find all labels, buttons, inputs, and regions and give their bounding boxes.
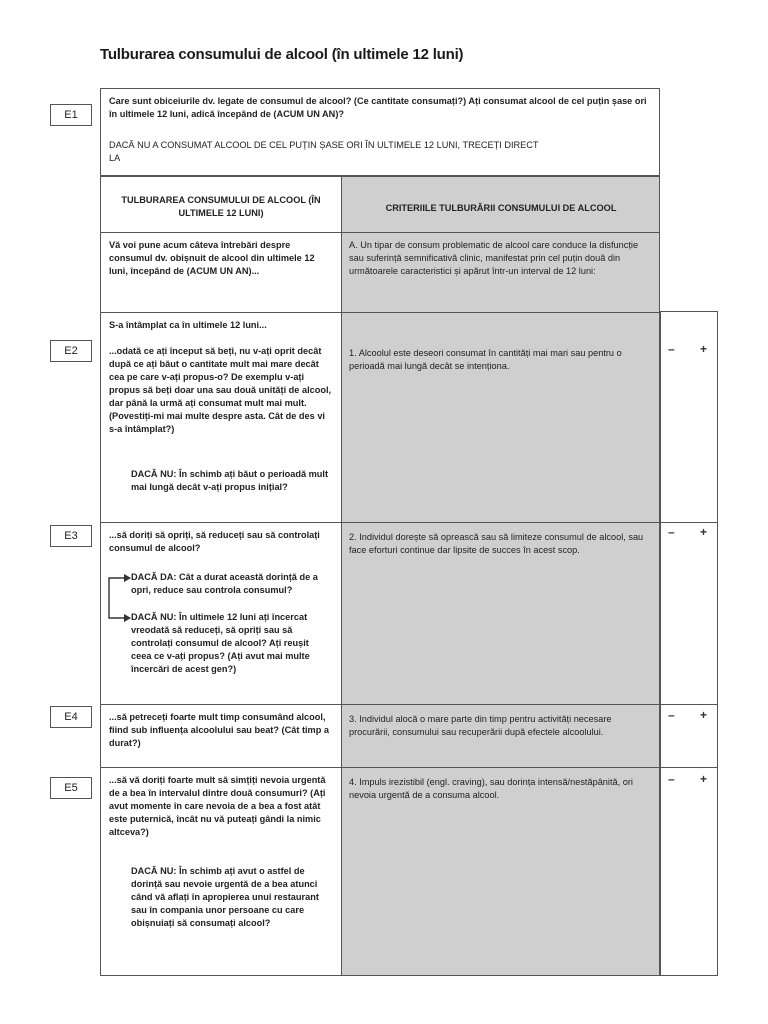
e5-followup: DACĂ NU: În schimb ați avut o astfel de dorință sau nevoie urgentă de a bea atunci când vă aflați în apropierea unui restaurant sau în compania unor persoane cu care obișnuiați să consumați alcool? — [131, 866, 319, 928]
e2-rating-plus[interactable]: + — [700, 342, 708, 356]
page-title: Tulburarea consumului de alcool (în ultimele 12 luni) — [100, 46, 464, 63]
e4-criterion: 3. Individul alocă o mare parte din timp pentru activități necesare procurării, consumului sau recuperării după efectele alcoolului. — [349, 714, 612, 737]
e5-question: ...să vă doriți foarte mult să simțiți nevoia urgentă de a bea în intervalul dintre două consumuri? (Ați avut momente în care nevoia de a bea a fost atât este puternică, încât nu vă puteați gândi la nimic altceva?) — [109, 775, 326, 837]
header-left: TULBURAREA CONSUMULUI DE ALCOOL (ÎN ULTIMELE 12 LUNI) — [121, 195, 321, 218]
e5-rating-plus[interactable]: + — [700, 772, 708, 786]
criteria-table — [100, 176, 660, 976]
followup-arrow-icon — [104, 572, 134, 622]
item-code-e2: E2 — [50, 340, 92, 362]
item-code-e1: E1 — [50, 104, 92, 126]
e3-criterion: 2. Individul dorește să oprească sau să limiteze consumul de alcool, sau face eforturi continue dar lipsite de succes în acest scop. — [349, 532, 644, 555]
intro-right: A. Un tipar de consum problematic de alcool care conduce la disfuncție sau suferință semnificativă clinic, manifestat prin cel puțin două din următoarele caracteristici și apărut într-un interval de 12 luni: — [349, 240, 639, 276]
e2-question: ...odată ce ați început să beți, nu v-ați oprit decât după ce ați băut o cantitate mult mai mare decât cea pe care v-ați propus-o? De exemplu v-ați propus să beți doar una sau două unități de alcool, dar până la urmă ați consumat mult mai mult. (Povestiți-mi mai multe despre asta. Cât de des vi s-a întâmplat?) — [109, 346, 332, 434]
e5-rating-minus[interactable]: – — [668, 772, 675, 786]
item-code-e3: E3 — [50, 525, 92, 547]
item-code-e5: E5 — [50, 777, 92, 799]
rating-column — [660, 311, 718, 976]
e4-question: ...să petreceți foarte mult timp consumând alcool, fiind sub influența alcoolului sau beat? (Cât timp a durat?) — [109, 712, 330, 748]
e1-box — [100, 88, 660, 176]
e3-followup-yes: DACĂ DA: Cât a durat această dorință de a opri, reduce sau controla consumul? — [131, 572, 318, 595]
e2-rating-minus[interactable]: – — [668, 342, 675, 356]
e4-rating-minus[interactable]: – — [668, 708, 675, 722]
e2-criterion: 1. Alcoolul este deseori consumat în cantități mai mari sau pentru o perioadă mai lungă decât se intenționa. — [349, 348, 622, 371]
item-code-e4: E4 — [50, 706, 92, 728]
intro-left: Vă voi pune acum câteva întrebări despre consumul dv. obișnuit de alcool din ultimele 12 luni, începând de (ACUM UN AN)... — [109, 240, 315, 276]
e5-criterion: 4. Impuls irezistibil (engl. craving), sau dorința intensă/nestăpânită, ori nevoia urgentă de a consuma alcool. — [349, 777, 633, 800]
e1-question: Care sunt obiceiurile dv. legate de consumul de alcool? (Ce cantitate consumați?) Ați consumat alcool de cel puțin șase ori în ultimele 12 luni, adică începând de (ACUM UN AN)? — [109, 96, 647, 119]
e3-rating-plus[interactable]: + — [700, 525, 708, 539]
e3-followup-no: DACĂ NU: În ultimele 12 luni ați încercat vreodată să reduceți, să opriți sau să controlați consumul de alcool? Ați reușit ceea ce v-ați propus? (Ați avut mai multe încercări de acest gen?) — [131, 612, 310, 674]
lead-text: S-a întâmplat ca în ultimele 12 luni... — [109, 320, 267, 330]
e2-followup: DACĂ NU: În schimb ați băut o perioadă mult mai lungă decât v-ați propus inițial? — [131, 469, 329, 492]
e3-rating-minus[interactable]: – — [668, 525, 675, 539]
e3-question: ...să doriți să opriți, să reduceți sau să controlați consumul de alcool? — [109, 530, 320, 553]
e1-instruction: DACĂ NU A CONSUMAT ALCOOL DE CEL PUȚIN ȘASE ORI ÎN ULTIMELE 12 LUNI, TRECEȚI DIRECT LA — [109, 140, 539, 163]
e4-rating-plus[interactable]: + — [700, 708, 708, 722]
header-right: CRITERIILE TULBURĂRII CONSUMULUI DE ALCOOL — [385, 203, 617, 213]
